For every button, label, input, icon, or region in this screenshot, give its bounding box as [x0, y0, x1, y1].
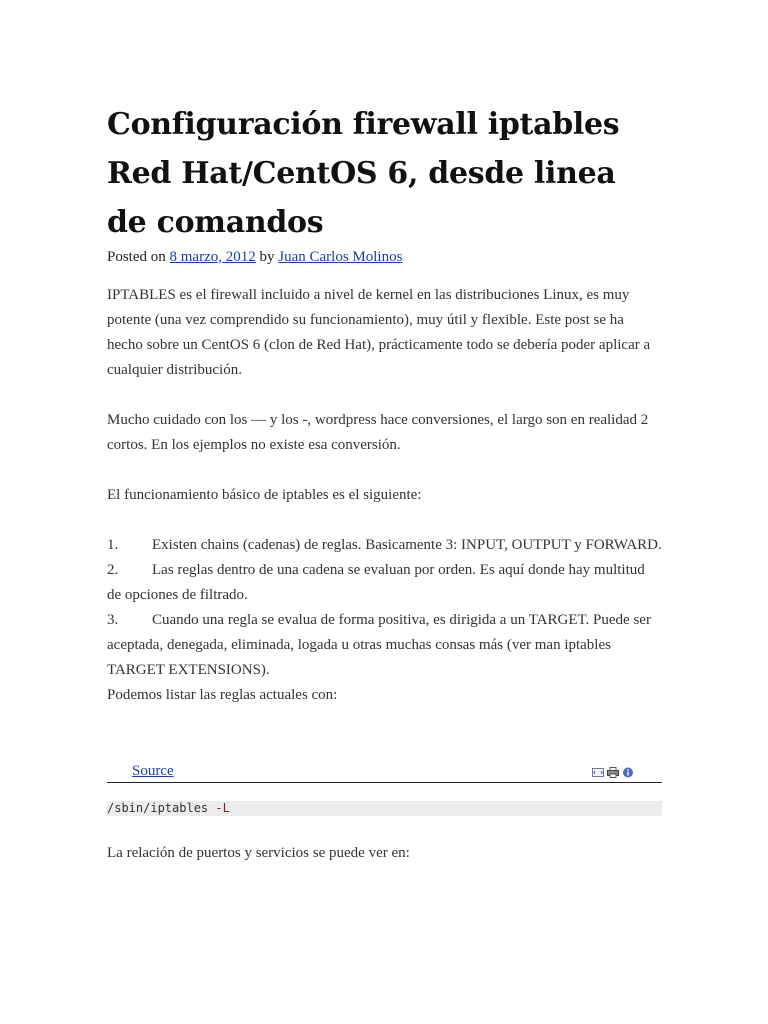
code-line: [107, 801, 662, 816]
post-meta: [107, 247, 662, 267]
closing-paragraph: La relación de puertos y servicios se puede ver en:: [107, 845, 410, 861]
code-flag: -L: [215, 801, 230, 815]
view-source-icon[interactable]: [592, 764, 604, 775]
numbered-list: [107, 533, 662, 683]
info-icon[interactable]: [622, 764, 634, 775]
article: [107, 100, 662, 866]
post-date-link[interactable]: 8 marzo, 2012: [169, 249, 256, 265]
intro-paragraph: IPTABLES es el firewall incluido a nivel de kernel en las distribuciones Linux, es muy potente (una vez comprendido su funcionamiento), muy útil y flexible. Este post se ha hecho sobre un CentOS 6 (clon de Red Hat), prácticamente todo se debería poder aplicar a cualquier distribución.: [107, 287, 651, 378]
after-list-paragraph: Podemos listar las reglas actuales con:: [107, 687, 338, 703]
list-item: 3. Cuando una regla se evalua de forma positiva, es dirigida a un TARGET. Puede ser aceptada, denegada, eliminada, logada u otras muchas consas más (ver man iptables TARGET EXTENSIONS).: [107, 612, 651, 678]
code-command: /sbin/iptables: [107, 801, 209, 815]
by-label: by: [259, 249, 275, 265]
basics-paragraph: El funcionamiento básico de iptables es el siguiente:: [107, 487, 422, 503]
warning-paragraph: Mucho cuidado con los — y los -, wordpress hace conversiones, el largo son en realidad 2 cortos. En los ejemplos no existe esa conversión.: [107, 412, 649, 453]
article-title: Configuración firewall iptables Red Hat/CentOS 6, desde linea de comandos: [107, 107, 620, 240]
posted-on-label: Posted on: [107, 249, 166, 265]
source-link[interactable]: Source: [132, 763, 174, 779]
print-icon[interactable]: [607, 764, 619, 775]
list-item: 1. Existen chains (cadenas) de reglas. Basicamente 3: INPUT, OUTPUT y FORWARD.: [107, 537, 662, 553]
list-item: 2. Las reglas dentro de una cadena se evaluan por orden. Es aquí donde hay multitud de opciones de filtrado.: [107, 562, 645, 603]
code-toolbar: [107, 758, 662, 783]
code-tools: [592, 764, 634, 775]
author-link[interactable]: Juan Carlos Molinos: [278, 249, 403, 265]
